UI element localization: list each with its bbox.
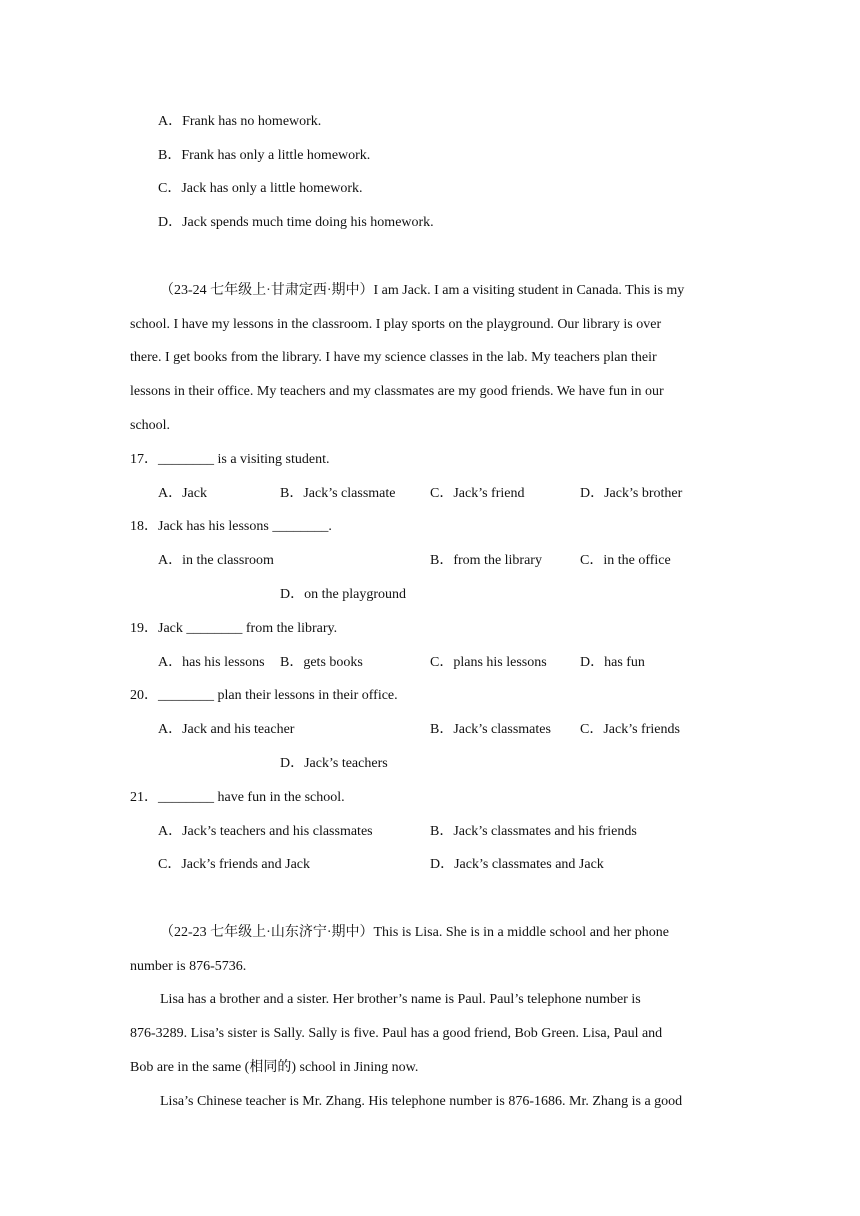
question-20-option-c: C．Jack’s friends [580,722,680,737]
passage2-line: number is 876-5736. [130,959,247,974]
passage2-line: Bob are in the same (相同的) school in Jining now. [130,1060,419,1075]
question-19-option-c: C．plans his lessons [430,655,547,670]
question-20-option-d: D．Jack’s teachers [280,756,388,771]
question-18-option-a: A．in the classroom [158,553,274,568]
question-18-option-b: B．from the library [430,553,542,568]
question-17-stem: 17．________ is a visiting student. [130,452,330,467]
option-a: A．Frank has no homework. [158,114,322,129]
passage2-line: Lisa’s Chinese teacher is Mr. Zhang. His telephone number is 876-1686. Mr. Zhang is a good [160,1094,683,1109]
question-20-stem: 20．________ plan their lessons in their office. [130,688,398,703]
question-19-stem: 19．Jack ________ from the library. [130,621,338,636]
option-d: D．Jack spends much time doing his homework. [158,215,434,230]
question-21-option-a: A．Jack’s teachers and his classmates [158,824,373,839]
passage2-line: （22-23 七年级上·山东济宁·期中）This is Lisa. She is in a middle school and her phone [160,925,669,940]
question-18-option-c: C．in the office [580,553,671,568]
question-21-option-b: B．Jack’s classmates and his friends [430,824,637,839]
passage2-line: 876-3289. Lisa’s sister is Sally. Sally is five. Paul has a good friend, Bob Green. Lisa, Paul and [130,1026,663,1041]
option-b: B．Frank has only a little homework. [158,148,371,163]
question-18-stem: 18．Jack has his lessons ________. [130,519,332,534]
passage1-line: school. I have my lessons in the classroom. I play sports on the playground. Our library is over [130,317,662,332]
question-20-option-b: B．Jack’s classmates [430,722,551,737]
option-c: C．Jack has only a little homework. [158,181,363,196]
question-17-option-d: D．Jack’s brother [580,486,683,501]
question-19-option-d: D．has fun [580,655,645,670]
question-17-option-a: A．Jack [158,486,207,501]
question-20-option-a: A．Jack and his teacher [158,722,295,737]
question-18-option-d: D．on the playground [280,587,406,602]
question-19-option-a: A．has his lessons [158,655,265,670]
question-17-option-b: B．Jack’s classmate [280,486,396,501]
question-17-option-c: C．Jack’s friend [430,486,525,501]
passage1-line: school. [130,418,171,433]
passage1-line: （23-24 七年级上·甘肃定西·期中）I am Jack. I am a visiting student in Canada. This is my [160,283,685,298]
passage1-line: there. I get books from the library. I have my science classes in the lab. My teachers plan their [130,350,657,365]
passage2-line: Lisa has a brother and a sister. Her brother’s name is Paul. Paul’s telephone number is [160,992,641,1007]
question-21-option-c: C．Jack’s friends and Jack [158,857,311,872]
question-19-option-b: B．gets books [280,655,363,670]
passage1-line: lessons in their office. My teachers and my classmates are my good friends. We have fun in our [130,384,664,399]
question-21-option-d: D．Jack’s classmates and Jack [430,857,604,872]
question-21-stem: 21．________ have fun in the school. [130,790,345,805]
